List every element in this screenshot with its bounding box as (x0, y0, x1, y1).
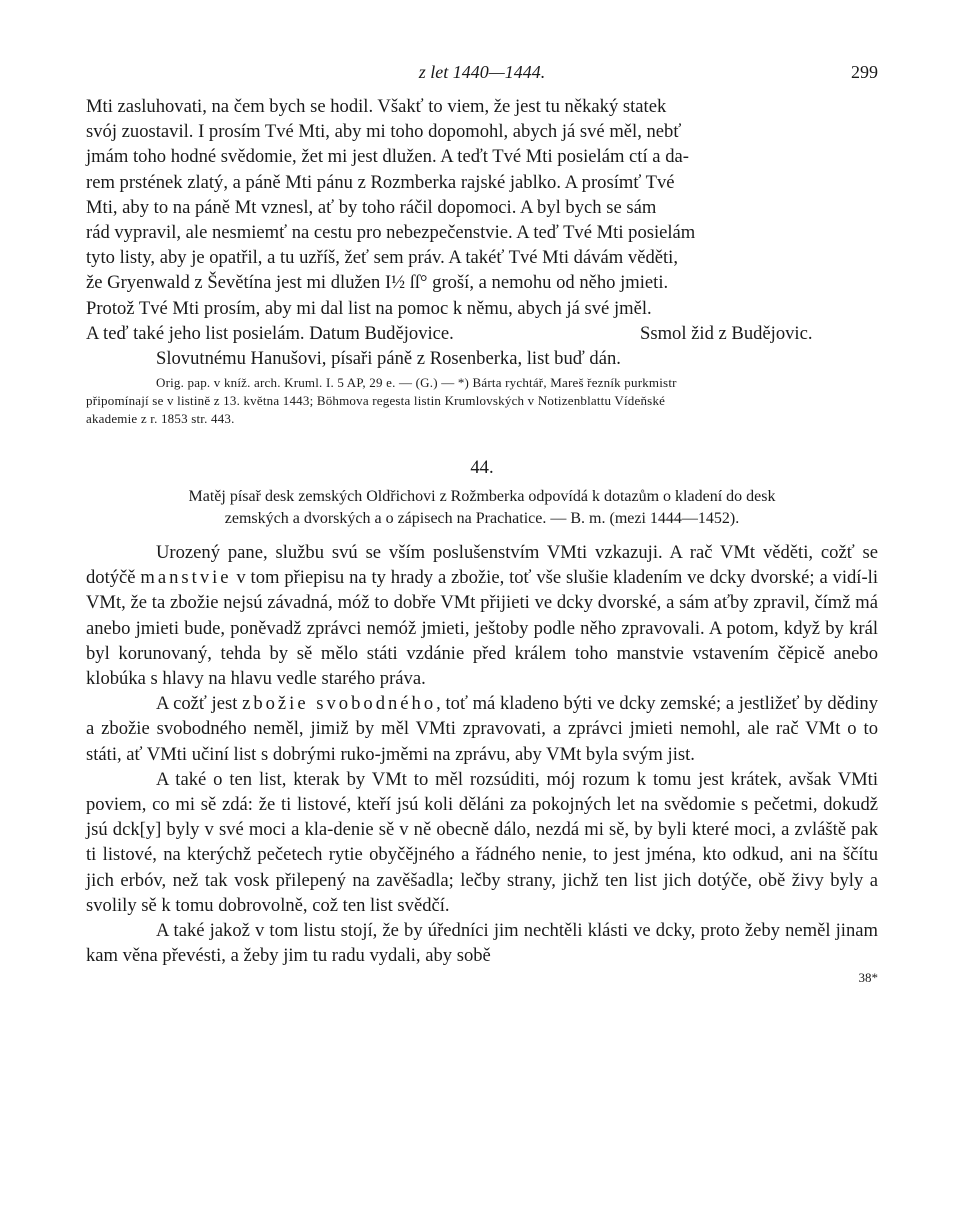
text-line: jmám toho hodné svědomie, žet mi jest dlužen. A teďt Tvé Mti posielám ctí a da- (86, 146, 689, 168)
text-line: Protož Tvé Mti prosím, aby mi dal list na pomoc k němu, abych já své jměl. (86, 297, 652, 319)
spaced-term: manstvie (140, 567, 232, 589)
text-line: rád vypravil, ale nesmiemť na cestu pro nebezpečenstvie. A teď Tvé Mti posielám (86, 222, 696, 244)
paragraph-4: A také jakož v tom listu stojí, že by úředníci jim nechtěli klásti ve dcky, proto žeby neměl jinam kam věna převésti, a žeby jim tu radu vydali, aby sobě (86, 920, 878, 967)
paragraph-text: Urozený pane, službu svú se vším poslušenstvím VMti vzkazuji. A rač VMt věděti, cožť se dotýčě (86, 542, 878, 589)
paragraph-text: , toť má kladeno býti ve dcky zemské; a jestližeť by dědiny a zbožie svobodného neměl, jimiž by měl VMti zpravovati, a zprávci jmieti nemohl, ale rač VMt o to státi, ať VMti učiní list s dobrými ruko-jměmi na zprávu, aby VMt byla svým jist. (86, 693, 879, 765)
text-line: svój zuostavil. I prosím Tvé Mti, aby mi toho dopomohl, abych já své měl, nebť (86, 121, 682, 143)
heading-line: Matěj písař desk zemských Oldřichovi z Rožmberka odpovídá k dotazům o kladení do desk (188, 488, 776, 506)
page-number: 299 (851, 62, 878, 82)
address-line: Slovutnému Hanušovi, písaři páně z Rosenberka, list buď dán. (156, 347, 621, 369)
text-line: Mti, aby to na páně Mt vznesl, ať by toho ráčil dopomoci. A byl bych se sám (86, 196, 657, 218)
footnote-line: Orig. pap. v kníž. arch. Kruml. I. 5 AP, 29 e. — (G.) — *) Bárta rychtář, Mareš řezník purkmistr (156, 375, 677, 391)
document-number: 44. (470, 457, 494, 479)
heading-line: zemských a dvorských a o zápisech na Prachatice. — B. m. (mezi 1444—1452). (224, 510, 740, 528)
paragraph-text: A cožť jest (156, 693, 243, 715)
paragraph-text: v tom přiepisu na ty hrady a zbožie, toť vše slušie kladením ve dcky dvorské; a vidí-li VMt, že ta zbožie nejsú závadná, móž to dobře VMt přijieti ve dcky dvorské, a sám aťby zpravil, čímž má anebo jmieti bude, poněvadž zprávci nemóž jmieti, ještoby podle něho zpravovali. A potom, když by král byl korunovaný, tehda by sě mělo státi vzdánie před králem toho manstvie vstavením čěpicě anebo klobúka s hlavy na hlavu vedle starého práva. (86, 567, 878, 690)
running-title: z let 1440—1444. (418, 62, 546, 82)
previous-document-text (86, 94, 878, 371)
catchword: 38* (858, 970, 878, 986)
page (86, 58, 878, 986)
footnote-line: připomínají se v listině z 13. května 1443; Böhmova regesta listin Krumlovských v Notizenblattu Vídeňské (86, 393, 666, 409)
text-line: Mti zasluhovati, na čem bych se hodil. Všakť to viem, že jest tu někaký statek (86, 96, 667, 117)
paragraph-1 (86, 540, 878, 691)
running-head (86, 58, 878, 88)
footnote-line: akademie z r. 1853 str. 443. (86, 411, 235, 427)
text-line: tyto listy, aby je opatřil, a tu uzříš, žeť sem práv. A takéť Tvé Mti dávám věděti, (86, 247, 678, 269)
footnote (86, 374, 878, 428)
spaced-term: zbožie svobodného (242, 693, 437, 715)
dating-clause: A teď také jeho list posielám. Datum Budějovice. (86, 322, 454, 344)
document-heading (86, 486, 878, 530)
paragraph-3: A také o ten list, kterak by VMt to měl rozsúditi, mój rozum k tomu jest krátek, avšak VMti poviem, co mi sě zdá: že ti listové, kteří jsú koli děláni za pokojných let na svědomie s pečetmi, dokudž jsú dck[y] byly v své moci a kla-denie sě v ně obecně dálo, nezdá mi sě, by byli které moci, a zvláště pak ti listové, na kterýchž pečetech rytie obyčějného a řádného nenie, to jest jména, kto odkud, ani na ščítu jich erbóv, než tak vosk přilepený na zavěšadla; lečby strany, jichž ten list jich dotýče, obě živy byly a svolily sě k tomu dobrovolně, což ten list svědčí. (86, 768, 878, 916)
closing-line (86, 321, 878, 346)
document-body (86, 540, 878, 968)
paragraph-2 (86, 691, 878, 767)
text-line: že Gryenwald z Ševětína jest mi dlužen I½ ſſ° groší, a nemohu od něho jmieti. (86, 272, 669, 294)
text-line: rem prstének zlatý, a páně Mti pánu z Rozmberka rajské jablko. A prosímť Tvé (86, 171, 675, 193)
signature: Ssmol žid z Budějovic. (640, 322, 813, 344)
